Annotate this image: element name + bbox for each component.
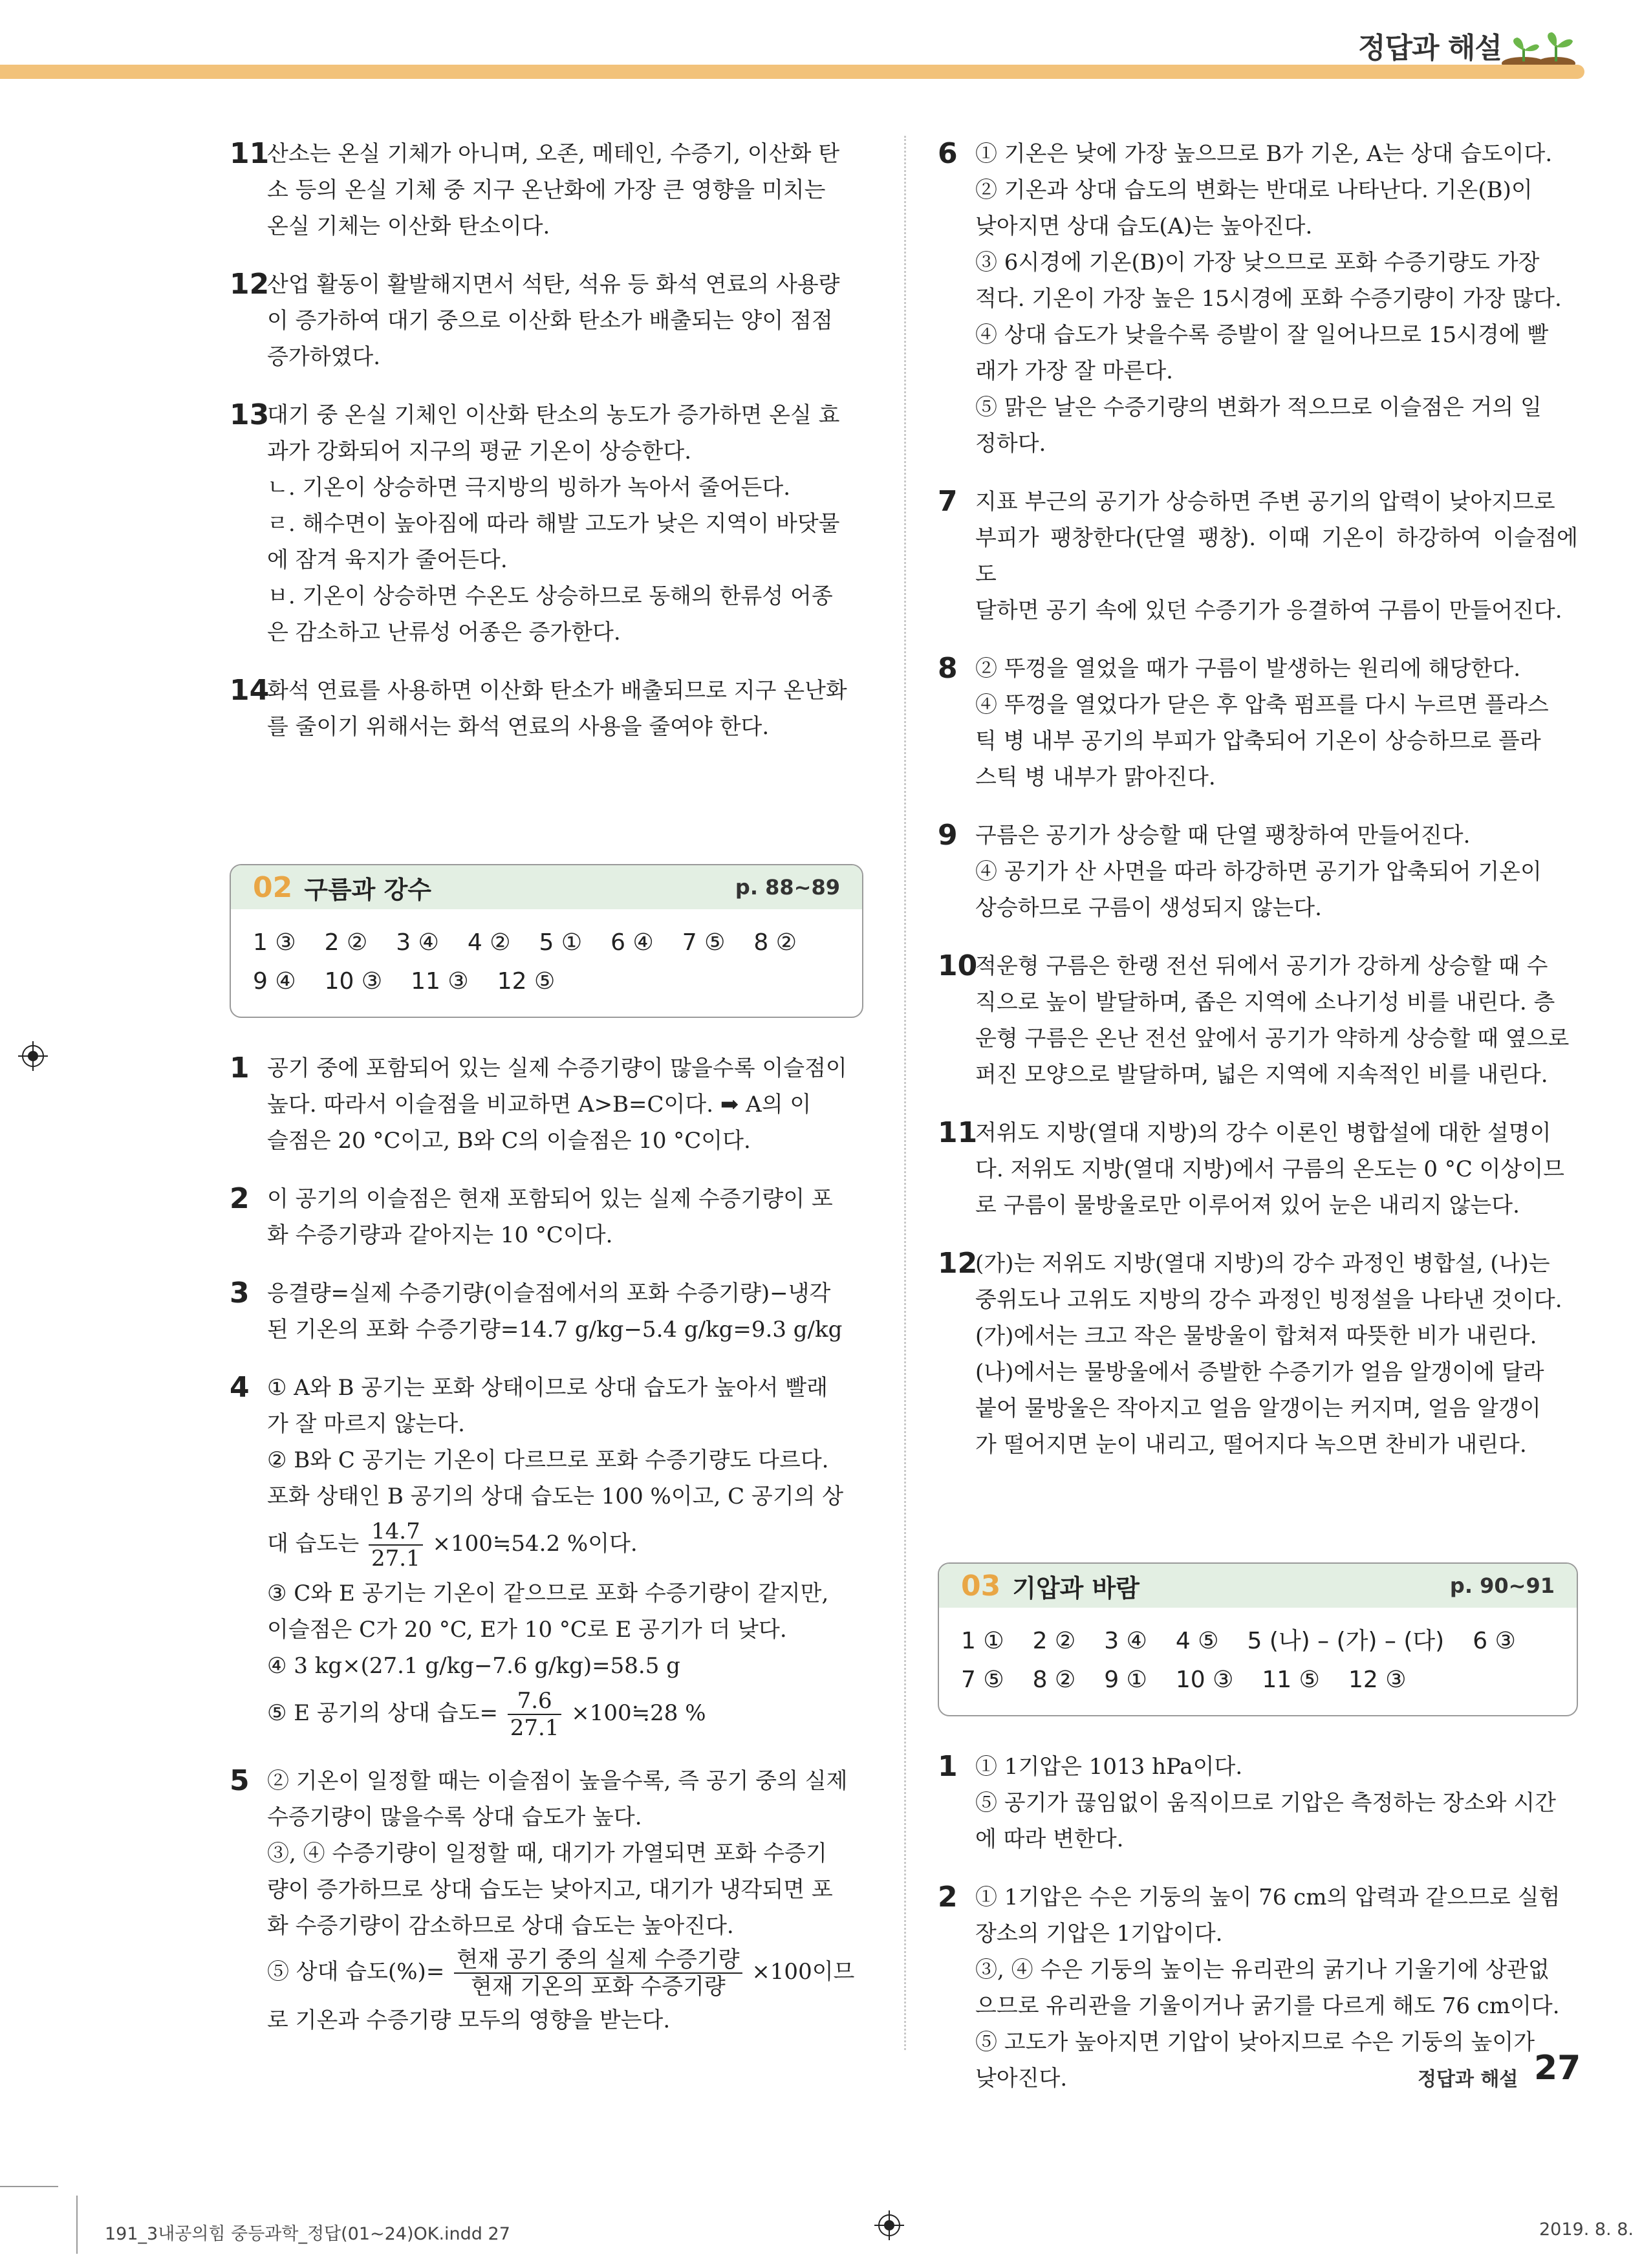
- file-date: 2019. 8. 8.: [1539, 2219, 1634, 2240]
- text-line: ② 기온이 일정할 때는 이슬점이 높을수록, 즉 공기 중의 실제: [267, 1768, 848, 1794]
- fraction: [369, 1518, 423, 1571]
- section-03-header: [939, 1564, 1577, 1608]
- right-top-items: [938, 136, 1578, 1463]
- text-line: 래가 가장 잘 마른다.: [975, 358, 1173, 384]
- text-line: ③ 6시경에 기온(B)이 가장 낮으므로 포화 수증기량도 가장: [975, 250, 1540, 275]
- fraction-numerator: 현재 공기 중의 실제 수증기량: [454, 1947, 742, 1974]
- text-line: 낮아지면 상대 습도(A)는 높아진다.: [975, 213, 1313, 239]
- text-line: ⑤ 고도가 높아지면 기압이 낮아지므로 수은 기둥의 높이가: [975, 2029, 1535, 2055]
- item-number: 14: [230, 674, 270, 707]
- text-line: 높다. 따라서 이슬점을 비교하면 A>B=C이다. ➡ A의 이: [267, 1092, 812, 1118]
- answer-item: [230, 397, 863, 651]
- text-line: 적운형 구름은 한랭 전선 뒤에서 공기가 강하게 상승할 때 수: [975, 953, 1548, 979]
- text-line: 정하다.: [975, 431, 1046, 457]
- answer-key: 6 ③: [1473, 1628, 1516, 1654]
- answer-item: [938, 651, 1578, 795]
- answer-item: [230, 266, 863, 375]
- text-line: 퍼진 모양으로 발달하며, 넓은 지역에 지속적인 비를 내린다.: [975, 1062, 1548, 1088]
- item-number: 5: [230, 1764, 250, 1797]
- fraction-denominator: 현재 기온의 포화 수증기량: [470, 1974, 726, 2000]
- fraction-prefix: ⑤ 상대 습도(%)=: [267, 1959, 445, 1985]
- answer-key: 4 ②: [467, 929, 511, 956]
- answer-key: 2 ②: [1032, 1628, 1076, 1654]
- registration-mark-icon: [18, 1041, 48, 1071]
- text-line: ④ 공기가 산 사면을 따라 하강하면 공기가 압축되어 기온이: [975, 859, 1542, 885]
- answer-item: [230, 136, 863, 244]
- fraction-line: [267, 1947, 863, 2000]
- item-number: 2: [230, 1182, 250, 1215]
- text-line: ㄴ. 기온이 상승하면 극지방의 빙하가 녹아서 줄어든다.: [267, 475, 791, 501]
- fraction-denominator: 27.1: [371, 1546, 420, 1571]
- text-line: 저위도 지방(열대 지방)의 강수 이론인 병합설에 대한 설명이: [975, 1120, 1551, 1146]
- text-line: ④ 3 kg×(27.1 g/kg−7.6 g/kg)=58.5 g: [267, 1653, 680, 1679]
- fraction-prefix: ⑤ E 공기의 상대 습도=: [267, 1700, 498, 1726]
- text-line: ⑤ 맑은 날은 수증기량의 변화가 적으므로 이슬점은 거의 일: [975, 394, 1542, 420]
- header-title: 정답과 해설: [1358, 32, 1502, 65]
- section-02-pages: p. 88~89: [735, 875, 840, 900]
- item-number: 7: [938, 485, 958, 518]
- section-02-answers: [231, 909, 862, 1017]
- text-line: 가 떨어지면 눈이 내리고, 떨어지다 녹으면 찬비가 내린다.: [975, 1432, 1527, 1458]
- text-line: ① 1기압은 수은 기둥의 높이 76 cm의 압력과 같으므로 실험: [975, 1885, 1561, 1910]
- text-line: 증가하였다.: [267, 344, 381, 370]
- answer-item: [938, 948, 1578, 1093]
- item-number: 12: [230, 268, 270, 301]
- answer-key: 12 ③: [1348, 1667, 1407, 1693]
- answer-key: 6 ④: [610, 929, 654, 956]
- text-line: 온실 기체는 이산화 탄소이다.: [267, 213, 550, 239]
- text-line: 로 기온과 수증기량 모두의 영향을 받는다.: [267, 2007, 671, 2033]
- text-line: 공기 중에 포함되어 있는 실제 수증기량이 많을수록 이슬점이: [267, 1055, 847, 1081]
- item-number: 12: [938, 1247, 978, 1280]
- text-line: ④ 뚜껑을 열었다가 닫은 후 압축 펌프를 다시 누르면 플라스: [975, 692, 1549, 718]
- answer-key: 1 ③: [253, 929, 296, 956]
- text-line: 지표 부근의 공기가 상승하면 주변 공기의 압력이 낮아지므로: [975, 489, 1555, 515]
- text-line: 과가 강화되어 지구의 평균 기온이 상승한다.: [267, 438, 692, 464]
- left-column: [230, 136, 863, 2060]
- fraction-suffix: ×100이므: [751, 1959, 855, 1985]
- text-line: 를 줄이기 위해서는 화석 연료의 사용을 줄여야 한다.: [267, 714, 770, 740]
- text-line: 붙어 물방울은 작아지고 얼음 알갱이는 커지며, 얼음 알갱이: [975, 1396, 1541, 1421]
- answer-key: 10 ③: [324, 968, 383, 995]
- answer-item: [938, 1749, 1578, 1857]
- text-line: 다. 저위도 지방(열대 지방)에서 구름의 온도는 0 °C 이상이므: [975, 1156, 1565, 1182]
- crop-mark: [0, 2186, 58, 2187]
- text-line: 산업 활동이 활발해지면서 석탄, 석유 등 화석 연료의 사용량: [267, 272, 840, 297]
- text-line: 이 증가하여 대기 중으로 이산화 탄소가 배출되는 양이 점점: [267, 308, 833, 334]
- text-line: 직으로 높이 발달하며, 좁은 지역에 소나기성 비를 내린다. 층: [975, 989, 1555, 1015]
- section-02-header: [231, 865, 862, 909]
- text-line: 로 구름이 물방울로만 이루어져 있어 눈은 내리지 않는다.: [975, 1193, 1520, 1218]
- answer-key: 7 ⑤: [961, 1667, 1004, 1693]
- text-line: 에 잠겨 육지가 줄어든다.: [267, 547, 508, 573]
- text-line: 수증기량이 많을수록 상대 습도가 높다.: [267, 1804, 642, 1830]
- item-number: 4: [230, 1371, 250, 1404]
- item-number: 11: [230, 137, 270, 170]
- registration-mark-icon: [874, 2210, 904, 2240]
- crop-mark: [76, 2196, 78, 2254]
- section-03-pages: p. 90~91: [1449, 1573, 1555, 1598]
- text-line: 장소의 기압은 1기압이다.: [975, 1921, 1223, 1947]
- answer-key: 11 ③: [411, 968, 469, 995]
- right-bottom-items: [938, 1749, 1578, 2097]
- text-line: 소 등의 온실 기체 중 지구 온난화에 가장 큰 영향을 미치는: [267, 177, 826, 203]
- section-03-answer-box: [938, 1562, 1578, 1716]
- footer-label: 정답과 해설: [1418, 2068, 1518, 2091]
- answer-key: 11 ⑤: [1262, 1667, 1320, 1693]
- text-line: ④ 상대 습도가 낮을수록 증발이 잘 일어나므로 15시경에 빨: [975, 322, 1549, 348]
- fraction-denominator: 27.1: [510, 1715, 559, 1741]
- fraction-prefix: 대 습도는: [267, 1531, 360, 1557]
- text-line: 화 수증기량과 같아지는 10 °C이다.: [267, 1222, 613, 1248]
- text-line: 부피가 팽창한다(단열 팽창). 이때 기온이 하강하여 이슬점에 도: [975, 525, 1578, 587]
- text-line: ㄹ. 해수면이 높아짐에 따라 해발 고도가 낮은 지역이 바닷물: [267, 511, 840, 537]
- text-line: ㅂ. 기온이 상승하면 수온도 상승하므로 동해의 한류성 어종: [267, 583, 833, 609]
- item-number: 2: [938, 1881, 958, 1914]
- answer-key: 2 ②: [324, 929, 368, 956]
- answer-item: [230, 1275, 863, 1348]
- answer-item: [938, 1246, 1578, 1463]
- text-line: 가 잘 마르지 않는다.: [267, 1411, 465, 1437]
- text-line: 이 공기의 이슬점은 현재 포함되어 있는 실제 수증기량이 포: [267, 1186, 833, 1212]
- answer-item: [230, 673, 863, 745]
- answer-key: 8 ②: [1032, 1667, 1076, 1693]
- text-line: 낮아진다.: [975, 2066, 1068, 2091]
- fraction: [454, 1947, 742, 2000]
- text-line: (나)에서는 물방울에서 증발한 수증기가 얼음 알갱이에 달라: [975, 1359, 1544, 1385]
- text-line: 된 기온의 포화 수증기량=14.7 g/kg−5.4 g/kg=9.3 g/kg: [267, 1317, 843, 1343]
- text-line: (가)는 저위도 지방(열대 지방)의 강수 과정인 병합설, (나)는: [975, 1251, 1550, 1277]
- answer-item: [230, 1181, 863, 1253]
- answer-key: 7 ⑤: [682, 929, 726, 956]
- item-number: 3: [230, 1277, 250, 1310]
- fraction: [508, 1688, 562, 1741]
- text-line: 대기 중 온실 기체인 이산화 탄소의 농도가 증가하면 온실 효: [267, 402, 840, 428]
- answer-key: 5 ①: [539, 929, 583, 956]
- text-line: 이슬점은 C가 20 °C, E가 10 °C로 E 공기가 더 낮다.: [267, 1617, 787, 1643]
- text-line: ② 기온과 상대 습도의 변화는 반대로 나타난다. 기온(B)이: [975, 177, 1533, 203]
- text-line: 운형 구름은 온난 전선 앞에서 공기가 약하게 상승할 때 옆으로: [975, 1026, 1570, 1052]
- text-line: ① 1기압은 1013 hPa이다.: [975, 1754, 1243, 1780]
- text-line: ③ C와 E 공기는 기온이 같으므로 포화 수증기량이 같지만,: [267, 1581, 829, 1606]
- text-line: 화석 연료를 사용하면 이산화 탄소가 배출되므로 지구 온난화: [267, 678, 847, 704]
- fraction-numerator: 14.7: [369, 1518, 423, 1546]
- text-line: ③, ④ 수은 기둥의 높이는 유리관의 굵기나 기울기에 상관없: [975, 1957, 1550, 1983]
- answer-item: [938, 484, 1578, 629]
- answer-key: 9 ④: [253, 968, 296, 995]
- text-line: 적다. 기온이 가장 높은 15시경에 포화 수증기량이 가장 많다.: [975, 286, 1562, 312]
- text-line: 화 수증기량이 감소하므로 상대 습도는 높아진다.: [267, 1913, 734, 1939]
- answer-key: 8 ②: [753, 929, 797, 956]
- section-02-number: 02: [253, 870, 293, 904]
- answer-key: 1 ①: [961, 1628, 1004, 1654]
- answer-item: [230, 1050, 863, 1159]
- text-line: 중위도나 고위도 지방의 강수 과정인 빙정설을 나타낸 것이다.: [975, 1287, 1562, 1313]
- item-number: 1: [230, 1052, 250, 1085]
- text-line: ① 기온은 낮에 가장 높으므로 B가 기온, A는 상대 습도이다.: [975, 141, 1553, 167]
- answer-item: [938, 1115, 1578, 1224]
- left-top-items: [230, 136, 863, 745]
- text-line: 달하면 공기 속에 있던 수증기가 응결하여 구름이 만들어진다.: [975, 598, 1562, 623]
- text-line: ③, ④ 수증기량이 일정할 때, 대기가 가열되면 포화 수증기: [267, 1841, 827, 1866]
- answer-key: 12 ⑤: [497, 968, 556, 995]
- answer-item: [938, 136, 1578, 462]
- answer-item: [230, 1763, 863, 2038]
- text-line: 포화 상태인 B 공기의 상대 습도는 100 %이고, C 공기의 상: [267, 1484, 844, 1509]
- item-number: 10: [938, 949, 978, 982]
- text-line: 산소는 온실 기체가 아니며, 오존, 메테인, 수증기, 이산화 탄: [267, 141, 840, 167]
- section-03-title: 기압과 바람: [1012, 1573, 1140, 1603]
- answer-key: 4 ⑤: [1175, 1628, 1219, 1654]
- text-line: ⑤ 공기가 끊임없이 움직이므로 기압은 측정하는 장소와 시간: [975, 1790, 1556, 1816]
- fraction-line: [267, 1688, 863, 1741]
- text-line: ① A와 B 공기는 포화 상태이므로 상대 습도가 높아서 빨래: [267, 1375, 828, 1401]
- fraction-suffix: ×100≒54.2 %이다.: [432, 1531, 638, 1557]
- file-info: 191_3내공의힘 중등과학_정답(01~24)OK.indd 27: [105, 2224, 510, 2244]
- section-03-answers: [939, 1608, 1577, 1715]
- text-line: 구름은 공기가 상승할 때 단열 팽창하여 만들어진다.: [975, 823, 1471, 848]
- text-line: 은 감소하고 난류성 어종은 증가한다.: [267, 620, 621, 645]
- answer-key: 5 (나) – (가) – (다): [1247, 1628, 1445, 1654]
- text-line: ② 뚜껑을 열었을 때가 구름이 발생하는 원리에 해당한다.: [975, 656, 1521, 682]
- fraction-suffix: ×100≒28 %: [571, 1700, 706, 1726]
- item-number: 9: [938, 819, 958, 852]
- text-line: 에 따라 변한다.: [975, 1826, 1124, 1852]
- fraction-numerator: 7.6: [508, 1688, 562, 1715]
- fraction-line: [267, 1518, 863, 1571]
- item-number: 1: [938, 1750, 958, 1783]
- header-bar: [0, 65, 1584, 79]
- text-line: 상승하므로 구름이 생성되지 않는다.: [975, 895, 1322, 921]
- text-line: 슬점은 20 °C이고, B와 C의 이슬점은 10 °C이다.: [267, 1128, 751, 1154]
- right-column: [938, 136, 1578, 2119]
- section-02-title: 구름과 강수: [304, 875, 432, 904]
- text-line: 으므로 유리관을 기울이거나 굵기를 다르게 해도 76 cm이다.: [975, 1993, 1560, 2019]
- text-line: 틱 병 내부 공기의 부피가 압축되어 기온이 상승하므로 플라: [975, 728, 1541, 754]
- page-number: 27: [1534, 2049, 1581, 2088]
- text-line: 량이 증가하므로 상대 습도는 낮아지고, 대기가 냉각되면 포: [267, 1877, 833, 1903]
- answer-item: [938, 817, 1578, 926]
- text-line: 스틱 병 내부가 맑아진다.: [975, 764, 1216, 790]
- item-number: 11: [938, 1116, 978, 1149]
- section-02-answer-box: [230, 864, 863, 1018]
- text-line: ② B와 C 공기는 기온이 다르므로 포화 수증기량도 다르다.: [267, 1447, 829, 1473]
- answer-key: 10 ③: [1175, 1667, 1234, 1693]
- answer-key: 9 ①: [1104, 1667, 1147, 1693]
- text-line: (가)에서는 크고 작은 물방울이 합쳐져 따뜻한 비가 내린다.: [975, 1323, 1537, 1349]
- item-number: 13: [230, 398, 270, 431]
- answer-item: [230, 1370, 863, 1741]
- answer-key: 3 ④: [1104, 1628, 1147, 1654]
- answer-key: 3 ④: [396, 929, 439, 956]
- column-divider: [904, 136, 906, 2050]
- item-number: 6: [938, 137, 958, 170]
- section-03-number: 03: [961, 1569, 1001, 1603]
- item-number: 8: [938, 652, 958, 685]
- text-line: 응결량=실제 수증기량(이슬점에서의 포화 수증기량)−냉각: [267, 1280, 831, 1306]
